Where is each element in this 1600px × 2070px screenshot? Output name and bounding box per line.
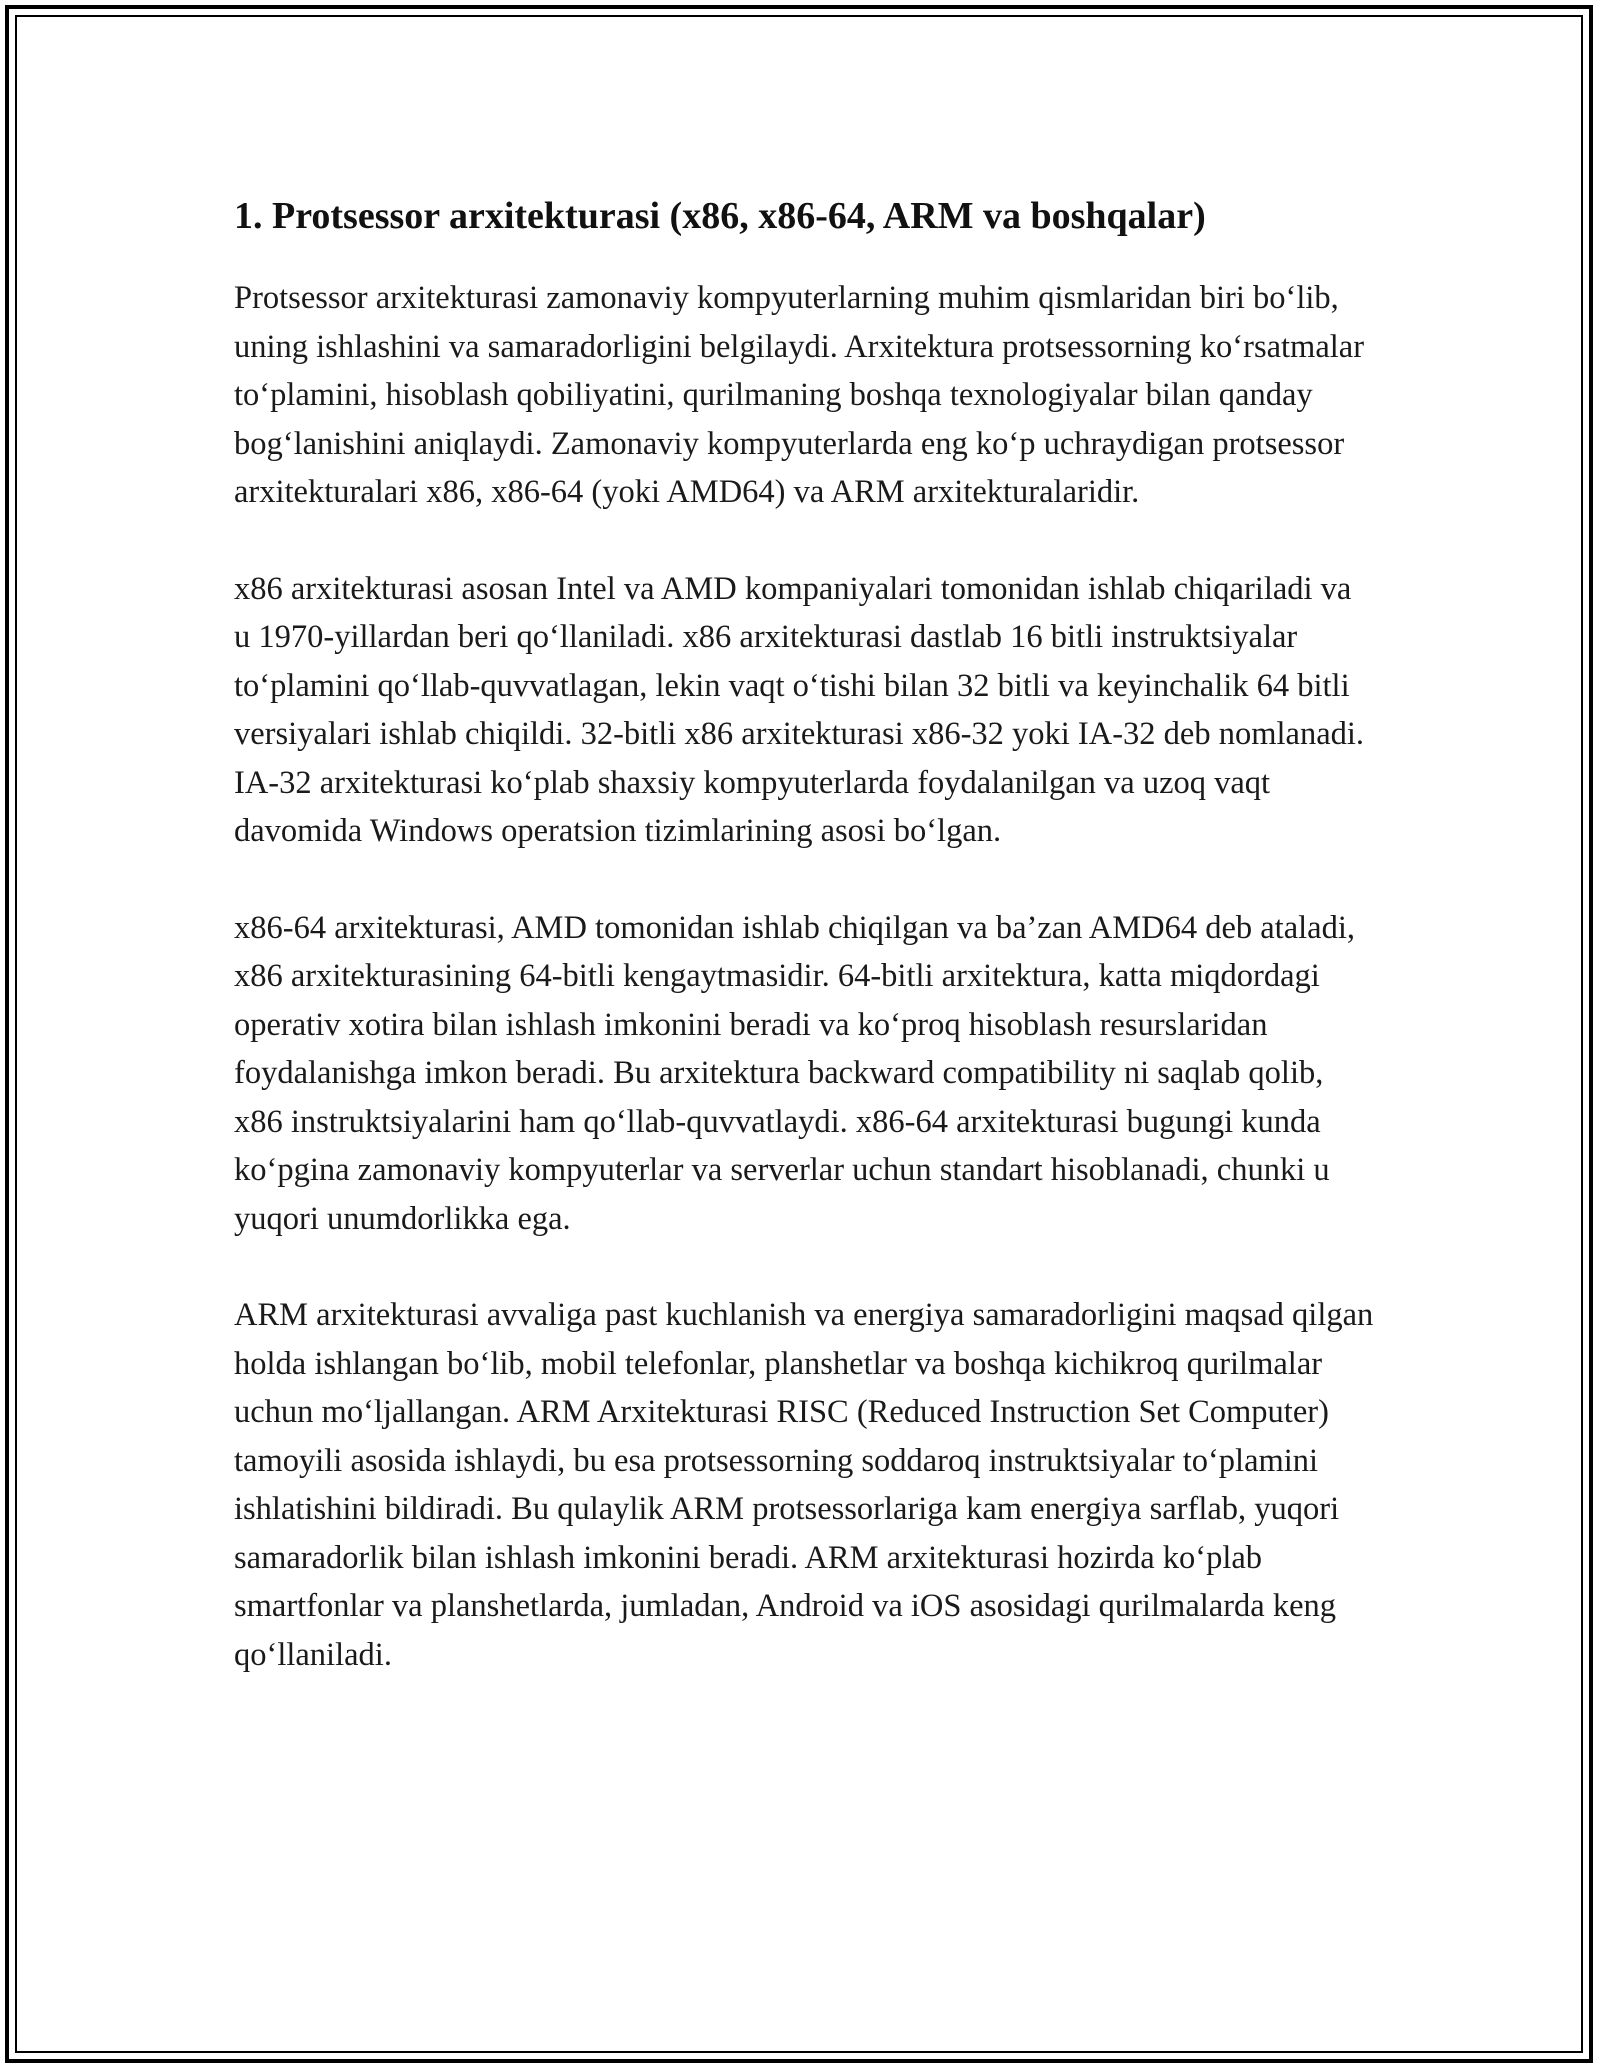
section-heading: 1. Protsessor arxitekturasi (x86, x86-64, ARM va boshqalar) (234, 195, 1206, 237)
document-body (234, 186, 1374, 1727)
paragraph-x86-64: x86-64 arxitekturasi, AMD tomonidan ishlab chiqilgan va ba’zan AMD64 deb ataladi, x86 arxitekturasining 64-bitli kengaytmasidir. 64-bitli arxitektura, katta miqdordagi operativ xotira bilan ishlash imkonini beradi va ko‘proq hisoblash resurslaridan foydalanishga imkon beradi. Bu arxitektura backward compatibility ni saqlab qolib, x86 instruktsiyalarini ham qo‘llab-quvvatlaydi. x86-64 arxitekturasi bugungi kunda ko‘pgina zamonaviy kompyuterlar va serverlar uchun standart hisoblanadi, chunki u yuqori unumdorlikka ega. (234, 909, 1355, 1237)
paragraph-x86: x86 arxitekturasi asosan Intel va AMD kompaniyalari tomonidan ishlab chiqariladi va u 1970-yillardan beri qo‘llaniladi. x86 arxitekturasi dastlab 16 bitli instruktsiyalar to‘plamini qo‘llab-quvvatlagan, lekin vaqt o‘tishi bilan 32 bitli va keyinchalik 64 bitli versiyalari ishlab chiqildi. 32-bitli x86 arxitekturasi x86-32 yoki IA-32 deb nomlanadi. IA-32 arxitekturasi ko‘plab shaxsiy kompyuterlarda foydalanilgan va uzoq vaqt davomida Windows operatsion tizimlarining asosi bo‘lgan. (234, 570, 1365, 849)
paragraph-arm: ARM arxitekturasi avvaliga past kuchlanish va energiya samaradorligini maqsad qilgan holda ishlangan bo‘lib, mobil telefonlar, planshetlar va boshqa kichikroq qurilmalar uchun mo‘ljallangan. ARM Arxitekturasi RISC (Reduced Instruction Set Computer) tamoyili asosida ishlaydi, bu esa protsessorning soddaroq instruktsiyalar to‘plamini ishlatishini bildiradi. Bu qulaylik ARM protsessorlariga kam energiya sarflab, yuqori samaradorlik bilan ishlash imkonini beradi. ARM arxitekturasi hozirda ko‘plab smartfonlar va planshetlarda, jumladan, Android va iOS asosidagi qurilmalarda keng qo‘llaniladi. (234, 1297, 1374, 1673)
paragraph-intro: Protsessor arxitekturasi zamonaviy kompyuterlarning muhim qismlaridan biri bo‘lib, uning ishlashini va samaradorligini belgilaydi. Arxitektura protsessorning ko‘rsatmalar to‘plamini, hisoblash qobiliyatini, qurilmaning boshqa texnologiyalar bilan qanday bog‘lanishini aniqlaydi. Zamonaviy kompyuterlarda eng ko‘p uchraydigan protsessor arxitekturalari x86, x86-64 (yoki AMD64) va ARM arxitekturalaridir. (234, 280, 1365, 510)
